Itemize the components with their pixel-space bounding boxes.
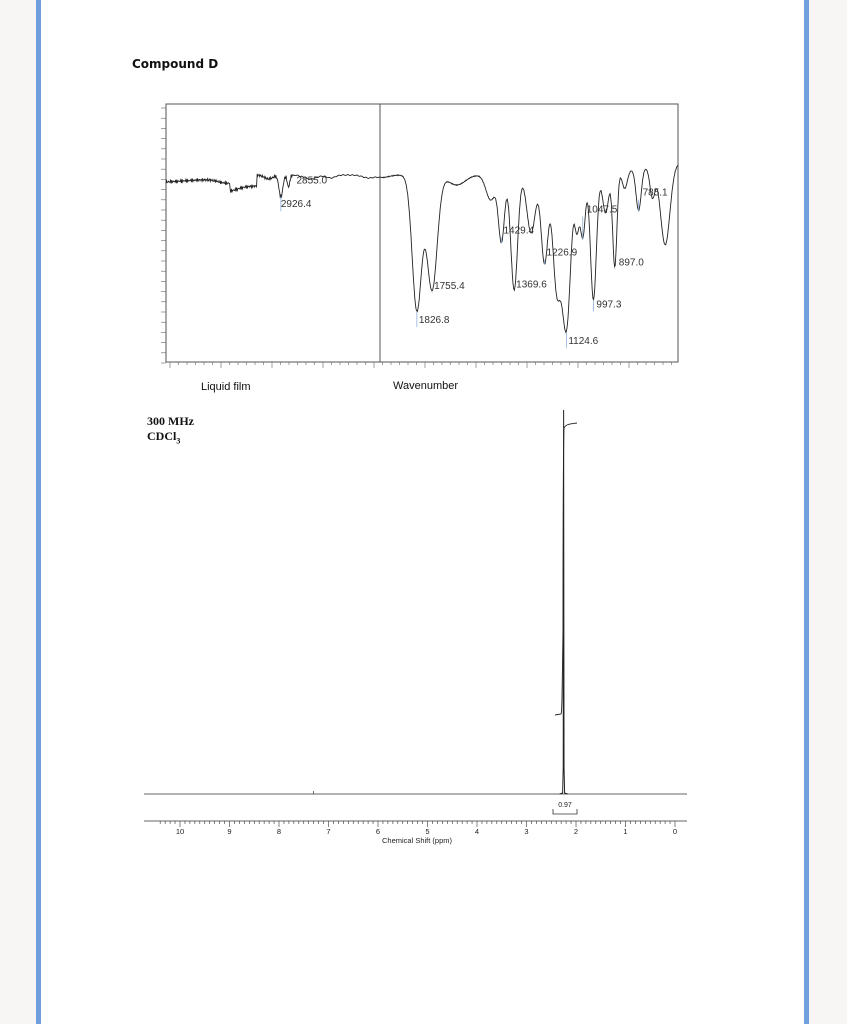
ir-peak-labels (281, 176, 668, 348)
nmr-x-ticks (160, 821, 675, 827)
nmr-tick-labels (176, 827, 677, 836)
ir-peak-label: 785.1 (642, 187, 668, 199)
nmr-integral-bracket (553, 809, 577, 814)
ir-y-ticks (161, 108, 166, 363)
ir-peak-label: 1047.5 (586, 204, 618, 216)
ir-peak-label: 897.0 (618, 257, 644, 269)
nmr-tick-label: 10 (175, 827, 185, 836)
nmr-tick-label: 0 (672, 827, 678, 836)
nmr-tick-label: 6 (375, 827, 381, 836)
nmr-integral-curve (555, 423, 577, 715)
nmr-solvent-label: CDCl$_3$ (147, 429, 181, 446)
document-title: Compound D (132, 57, 219, 71)
nmr-tick-label: 5 (425, 827, 430, 836)
nmr-tick-label: 8 (276, 827, 282, 836)
ir-peak-label: 1226.9 (546, 247, 578, 259)
nmr-tick-label: 7 (326, 827, 331, 836)
ir-peak-label: 2855.0 (296, 175, 328, 187)
ir-peak-label: 1755.4 (434, 280, 465, 292)
ir-peak-label: 1429.4 (503, 225, 535, 237)
nmr-tick-label: 9 (227, 827, 232, 836)
nmr-integral-value: 0.97 (558, 802, 572, 809)
nmr-tick-label: 4 (474, 827, 480, 836)
ir-peak-label: 1826.8 (418, 315, 450, 327)
nmr-x-axis-label: Chemical Shift (ppm) (381, 836, 453, 845)
nmr-tick-label: 1 (623, 827, 628, 836)
ir-x-axis-label: Wavenumber (393, 380, 459, 392)
ir-spectrum-chart (0, 0, 847, 400)
ir-peak-label: 997.3 (596, 299, 622, 311)
ir-subtitle: Liquid film (201, 381, 251, 393)
ir-peak-label: 2926.4 (280, 199, 312, 211)
nmr-tick-label: 3 (524, 827, 529, 836)
nmr-tick-label: 2 (573, 827, 579, 836)
ir-peak-label: 1124.6 (568, 335, 599, 347)
ir-x-ticks (170, 362, 672, 368)
nmr-frequency-label: 300 MHz (147, 414, 194, 428)
ir-peak-label: 1369.6 (516, 279, 547, 291)
nmr-spectrum-chart (0, 400, 847, 860)
